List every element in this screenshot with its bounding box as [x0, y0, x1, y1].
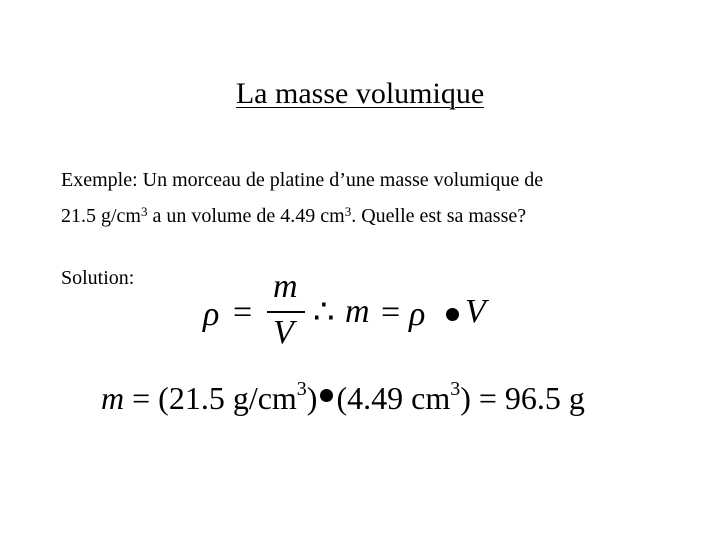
example-line-2: 21.5 $g/cm^3$ a un volume de 4.49 $cm^3$. Quelle est sa masse? — [61, 204, 527, 227]
formula-equals-2: = — [381, 294, 401, 331]
formula-denominator: V — [273, 314, 294, 351]
formula-numerator: m — [273, 268, 298, 305]
formula-v: V — [465, 293, 486, 330]
slide-title: La masse volumique — [235, 77, 485, 110]
density-formula — [203, 268, 523, 358]
solution-label: Solution: — [61, 267, 135, 289]
fraction-line — [267, 311, 305, 313]
example-text — [61, 162, 701, 234]
formula-equals: = — [233, 294, 253, 331]
formula-rho-2: ρ — [409, 296, 426, 333]
formula-m: m — [345, 293, 370, 330]
multiplication-dot-2 — [320, 389, 333, 402]
therefore-symbol: ∴ — [313, 294, 335, 331]
example-line-1: Exemple: Un morceau de platine d’une masse volumique de — [61, 169, 544, 191]
multiplication-dot — [446, 308, 459, 321]
calculation-formula: m = (21.5 $g/cm^3$) (4.49 $cm^3) = 96.5$ g — [101, 378, 585, 416]
formula-rho: ρ — [203, 296, 220, 333]
